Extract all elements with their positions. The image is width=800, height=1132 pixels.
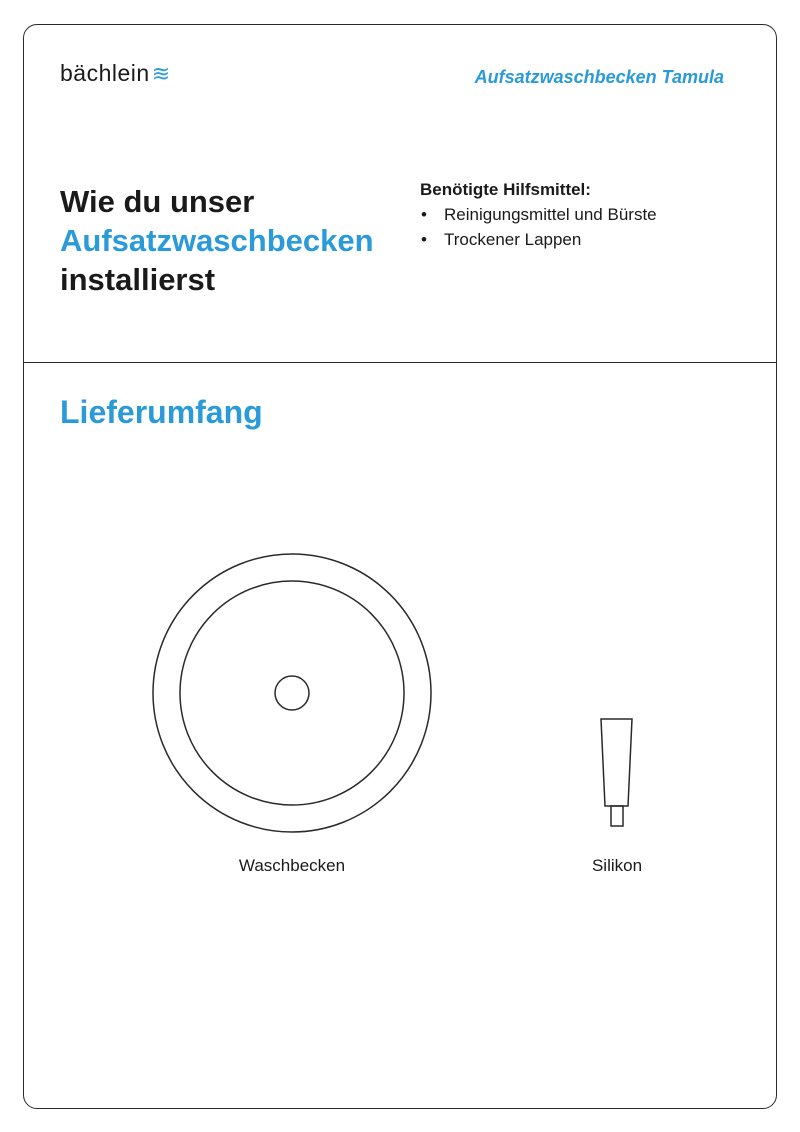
silicone-tube-icon <box>601 719 632 826</box>
waves-icon: ≋ <box>151 60 171 86</box>
bullet: • <box>421 205 427 224</box>
headline-line-2: Aufsatzwaschbecken <box>60 223 374 258</box>
headline-line-1: Wie du unser <box>60 184 255 219</box>
washbasin-label: Waschbecken <box>238 856 346 875</box>
washbasin-icon <box>153 554 431 832</box>
tool-item-label: Trockener Lappen <box>444 230 582 249</box>
silicone-label: Silikon <box>591 856 643 875</box>
bullet: • <box>421 230 427 249</box>
tools-title: Benötigte Hilfsmittel: <box>420 180 591 199</box>
headline-line-3: installierst <box>60 262 216 297</box>
logo-text: bächlein <box>60 60 150 86</box>
product-name: Aufsatzwaschbecken Tamula <box>474 67 724 87</box>
delivery-title: Lieferumfang <box>60 394 263 430</box>
tool-item-label: Reinigungsmittel und Bürste <box>444 205 657 224</box>
